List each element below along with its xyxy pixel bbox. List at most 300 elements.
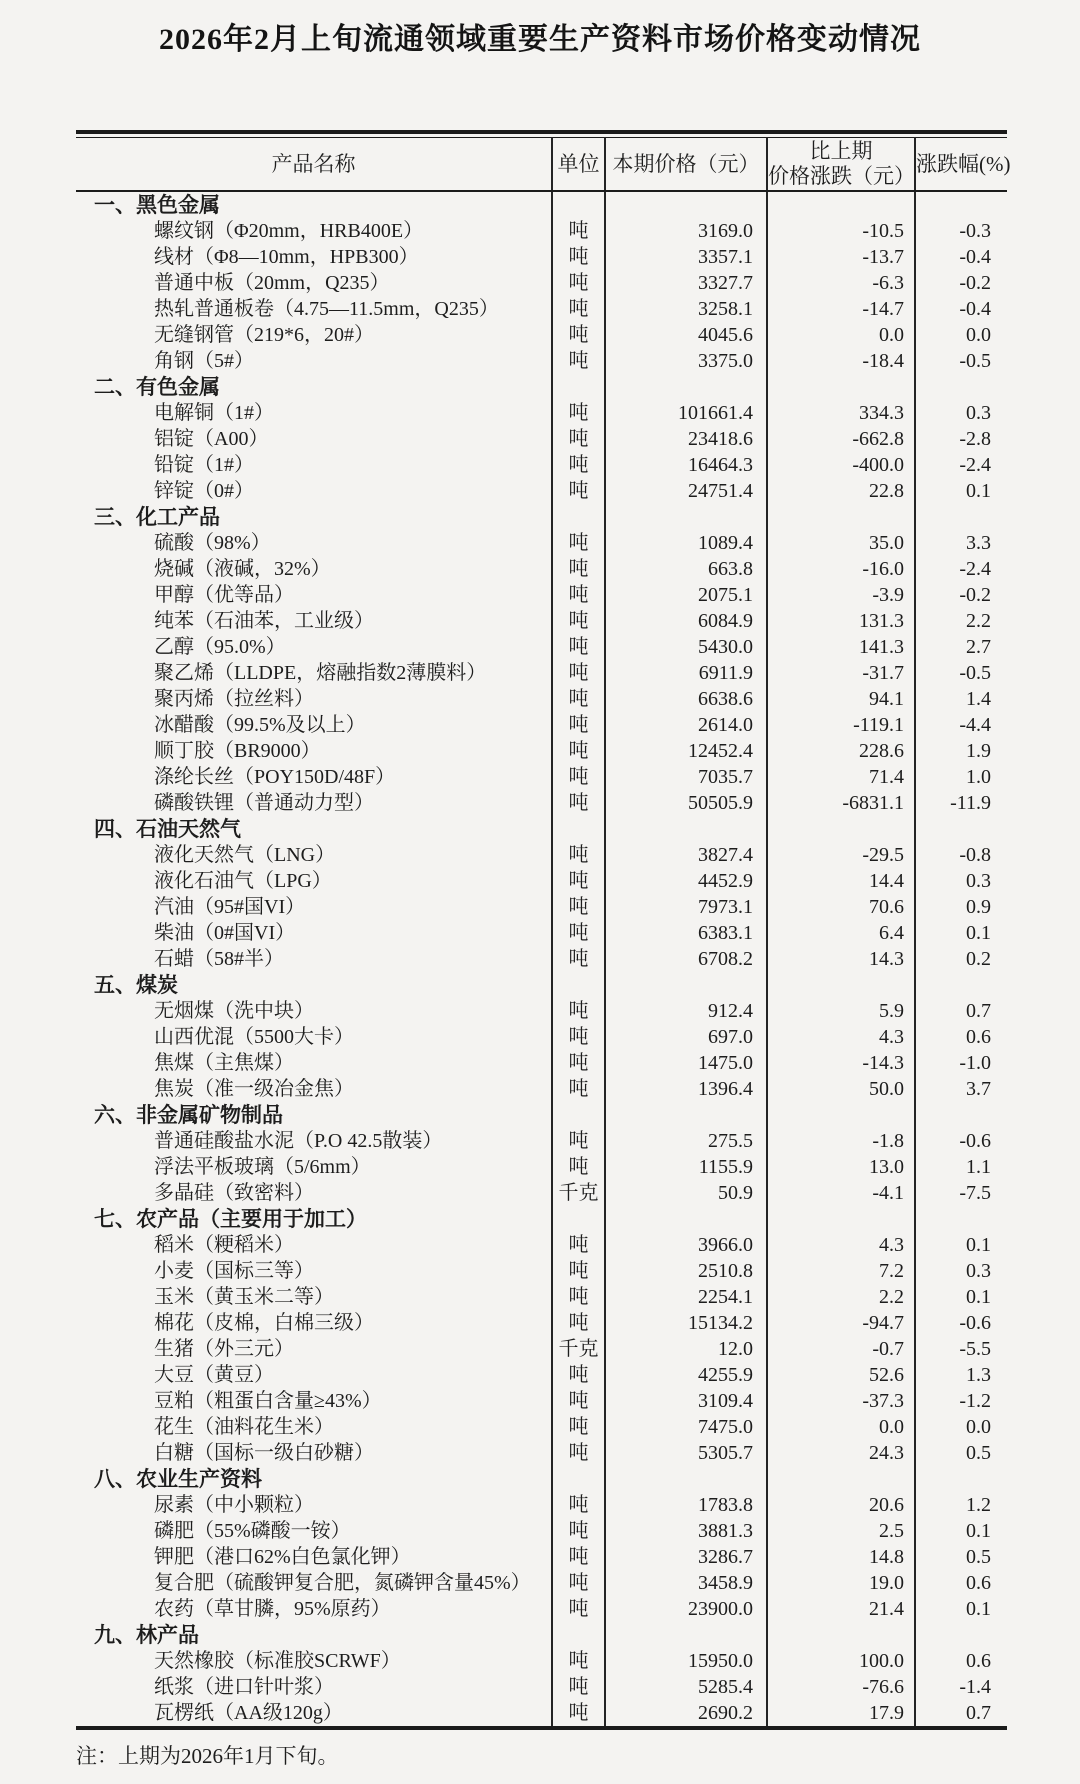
pct-cell: 0.6 [915,1648,1007,1674]
unit-cell: 吨 [552,634,605,660]
product-name-cell: 复合肥（硫酸钾复合肥，氮磷钾含量45%） [154,1572,531,1594]
unit-cell [552,972,605,998]
price-cell: 23900.0 [605,1596,767,1622]
change-cell [767,972,915,998]
product-name-cell: 甲醇（优等品） [154,584,294,606]
product-name-cell: 纯苯（石油苯，工业级） [154,610,374,632]
product-name-cell: 无缝钢管（219*6，20#） [154,324,374,346]
unit-cell: 吨 [552,1154,605,1180]
unit-cell: 吨 [552,582,605,608]
header-unit: 单位 [552,138,605,192]
section-row [76,1102,1007,1128]
product-name-cell: 铝锭（A00） [154,428,269,450]
product-row [76,634,1007,660]
product-name-cell: 玉米（黄玉米二等） [154,1286,334,1308]
product-row [76,1518,1007,1544]
price-cell: 663.8 [605,556,767,582]
price-cell [605,972,767,998]
product-name-cell: 顺丁胶（BR9000） [154,740,321,762]
pct-cell: 0.0 [915,1414,1007,1440]
pct-cell: -5.5 [915,1336,1007,1362]
pct-cell: 1.9 [915,738,1007,764]
pct-cell: 1.4 [915,686,1007,712]
price-cell: 5305.7 [605,1440,767,1466]
product-row [76,712,1007,738]
header-pct: 涨跌幅(%) [915,138,1007,192]
unit-cell: 吨 [552,1050,605,1076]
product-row [76,322,1007,348]
unit-cell [552,1466,605,1492]
unit-cell: 吨 [552,556,605,582]
product-name-cell: 液化石油气（LPG） [154,870,332,892]
change-cell [767,1102,915,1128]
pct-cell: 0.1 [915,1596,1007,1622]
product-name-cell: 磷肥（55%磷酸一铵） [154,1520,351,1542]
pct-cell: 0.3 [915,1258,1007,1284]
change-cell: -94.7 [767,1310,915,1336]
product-row [76,244,1007,270]
product-row [76,1674,1007,1700]
pct-cell [915,1622,1007,1648]
pct-cell: -7.5 [915,1180,1007,1206]
product-row [76,1570,1007,1596]
change-cell: 0.0 [767,322,915,348]
unit-cell: 千克 [552,1180,605,1206]
product-row [76,296,1007,322]
change-cell: -13.7 [767,244,915,270]
product-row [76,1232,1007,1258]
pct-cell: -2.4 [915,556,1007,582]
change-cell: -1.8 [767,1128,915,1154]
product-name-cell: 花生（油料花生米） [154,1416,334,1438]
price-cell: 275.5 [605,1128,767,1154]
price-cell: 697.0 [605,1024,767,1050]
change-cell: 71.4 [767,764,915,790]
change-cell: 17.9 [767,1700,915,1728]
pct-cell: -0.5 [915,660,1007,686]
change-cell: -76.6 [767,1674,915,1700]
unit-cell: 吨 [552,1648,605,1674]
product-name-cell: 钾肥（港口62%白色氯化钾） [154,1546,411,1568]
price-cell: 6638.6 [605,686,767,712]
header-price: 本期价格（元） [605,138,767,192]
product-row [76,1180,1007,1206]
unit-cell [552,1622,605,1648]
pct-cell: 2.2 [915,608,1007,634]
product-row [76,842,1007,868]
section-row [76,972,1007,998]
product-name-cell: 天然橡胶（标准胶SCRWF） [154,1650,401,1672]
pct-cell: -0.6 [915,1310,1007,1336]
product-row [76,1050,1007,1076]
pct-cell: -0.4 [915,244,1007,270]
product-row [76,426,1007,452]
product-name-cell: 锌锭（0#） [154,480,254,502]
change-cell: 5.9 [767,998,915,1024]
product-row [76,1284,1007,1310]
change-cell: 2.2 [767,1284,915,1310]
product-row [76,1258,1007,1284]
change-cell: 4.3 [767,1024,915,1050]
price-cell: 2075.1 [605,582,767,608]
product-row [76,556,1007,582]
pct-cell: 0.2 [915,946,1007,972]
price-cell: 1155.9 [605,1154,767,1180]
product-row [76,1154,1007,1180]
change-cell: 14.3 [767,946,915,972]
price-cell: 3375.0 [605,348,767,374]
product-row [76,868,1007,894]
pct-cell: -2.8 [915,426,1007,452]
price-cell: 7475.0 [605,1414,767,1440]
product-row [76,400,1007,426]
change-cell: 94.1 [767,686,915,712]
pct-cell: -0.2 [915,582,1007,608]
price-cell: 3827.4 [605,842,767,868]
product-row [76,790,1007,816]
section-row [76,374,1007,400]
price-cell [605,191,767,218]
product-row [76,1440,1007,1466]
unit-cell [552,1102,605,1128]
section-title: 三、化工产品 [94,505,220,529]
price-cell: 3327.7 [605,270,767,296]
unit-cell: 吨 [552,1362,605,1388]
section-title: 七、农产品（主要用于加工） [94,1207,367,1231]
price-cell: 1783.8 [605,1492,767,1518]
change-cell: -14.3 [767,1050,915,1076]
section-title: 八、农业生产资料 [94,1467,262,1491]
product-name-cell: 螺纹钢（Φ20mm，HRB400E） [154,220,424,242]
section-row [76,1206,1007,1232]
product-row [76,1700,1007,1728]
price-cell: 4045.6 [605,322,767,348]
pct-cell [915,1206,1007,1232]
product-row [76,894,1007,920]
price-cell: 6383.1 [605,920,767,946]
price-cell: 3109.4 [605,1388,767,1414]
product-name-cell: 山西优混（5500大卡） [154,1026,354,1048]
change-cell: 19.0 [767,1570,915,1596]
change-cell: 6.4 [767,920,915,946]
unit-cell: 吨 [552,1700,605,1728]
change-cell: -0.7 [767,1336,915,1362]
unit-cell: 吨 [552,1232,605,1258]
change-cell [767,191,915,218]
product-row [76,582,1007,608]
pct-cell: 3.3 [915,530,1007,556]
unit-cell: 吨 [552,1128,605,1154]
unit-cell: 吨 [552,764,605,790]
product-name-cell: 硫酸（98%） [154,532,271,554]
pct-cell: -0.8 [915,842,1007,868]
change-cell: 2.5 [767,1518,915,1544]
pct-cell: 1.3 [915,1362,1007,1388]
unit-cell: 吨 [552,1310,605,1336]
pct-cell: 0.1 [915,1518,1007,1544]
pct-cell: -11.9 [915,790,1007,816]
section-title: 二、有色金属 [94,375,220,399]
section-title: 一、黑色金属 [94,193,220,217]
change-cell: 131.3 [767,608,915,634]
price-cell: 2254.1 [605,1284,767,1310]
change-cell: 35.0 [767,530,915,556]
product-name-cell: 汽油（95#国VI） [154,896,306,918]
section-row [76,1622,1007,1648]
product-name-cell: 瓦楞纸（AA级120g） [154,1702,343,1724]
table-body [76,191,1007,1728]
unit-cell: 吨 [552,738,605,764]
price-cell: 7973.1 [605,894,767,920]
change-cell: 21.4 [767,1596,915,1622]
change-cell: -119.1 [767,712,915,738]
price-cell: 6708.2 [605,946,767,972]
product-name-cell: 液化天然气（LNG） [154,844,336,866]
change-cell [767,1206,915,1232]
pct-cell [915,1102,1007,1128]
pct-cell: 0.6 [915,1024,1007,1050]
unit-cell [552,191,605,218]
pct-cell: -0.3 [915,218,1007,244]
price-cell: 2690.2 [605,1700,767,1728]
product-name-cell: 豆粕（粗蛋白含量≥43%） [154,1390,382,1412]
product-name-cell: 农药（草甘膦，95%原药） [154,1598,391,1620]
price-cell: 15134.2 [605,1310,767,1336]
price-cell [605,1206,767,1232]
pct-cell: -0.6 [915,1128,1007,1154]
change-cell: 13.0 [767,1154,915,1180]
section-title: 四、石油天然气 [94,817,241,841]
unit-cell [552,816,605,842]
price-cell: 5285.4 [605,1674,767,1700]
unit-cell: 吨 [552,1024,605,1050]
unit-cell: 吨 [552,244,605,270]
product-name-cell: 焦煤（主焦煤） [154,1052,294,1074]
product-name-cell: 铅锭（1#） [154,454,254,476]
price-cell: 3966.0 [605,1232,767,1258]
product-name-cell: 尿素（中小颗粒） [154,1494,314,1516]
product-name-cell: 线材（Φ8—10mm，HPB300） [154,246,419,268]
section-row [76,1466,1007,1492]
product-name-cell: 石蜡（58#半） [154,948,284,970]
product-row [76,1336,1007,1362]
section-title: 六、非金属矿物制品 [94,1103,283,1127]
unit-cell: 吨 [552,686,605,712]
unit-cell: 吨 [552,1596,605,1622]
product-name-cell: 焦炭（准一级冶金焦） [154,1078,354,1100]
unit-cell: 吨 [552,270,605,296]
price-cell: 3286.7 [605,1544,767,1570]
product-name-cell: 乙醇（95.0%） [154,636,286,658]
change-cell: -4.1 [767,1180,915,1206]
price-cell [605,1622,767,1648]
change-cell: 50.0 [767,1076,915,1102]
pct-cell: 0.3 [915,868,1007,894]
page-title: 2026年2月上旬流通领域重要生产资料市场价格变动情况 [159,23,921,56]
price-cell: 2614.0 [605,712,767,738]
price-cell: 5430.0 [605,634,767,660]
product-name-cell: 热轧普通板卷（4.75—11.5mm，Q235） [154,298,499,320]
change-cell [767,1466,915,1492]
change-cell: 14.4 [767,868,915,894]
price-cell: 7035.7 [605,764,767,790]
price-cell: 6084.9 [605,608,767,634]
product-row [76,1362,1007,1388]
unit-cell: 吨 [552,920,605,946]
product-name-cell: 磷酸铁锂（普通动力型） [154,792,374,814]
product-name-cell: 纸浆（进口针叶浆） [154,1676,334,1698]
price-cell: 3458.9 [605,1570,767,1596]
product-row [76,764,1007,790]
unit-cell [552,1206,605,1232]
change-cell: 14.8 [767,1544,915,1570]
unit-cell: 吨 [552,1076,605,1102]
product-name-cell: 聚乙烯（LLDPE，熔融指数2薄膜料） [154,662,487,684]
pct-cell: -2.4 [915,452,1007,478]
product-row [76,530,1007,556]
unit-cell: 吨 [552,1258,605,1284]
product-name-cell: 棉花（皮棉，白棉三级） [154,1312,374,1334]
change-cell: -400.0 [767,452,915,478]
pct-cell: 3.7 [915,1076,1007,1102]
price-change-table [76,137,1011,1730]
pct-cell: 0.1 [915,1284,1007,1310]
product-name-cell: 聚丙烯（拉丝料） [154,688,314,710]
price-cell: 3258.1 [605,296,767,322]
unit-cell: 吨 [552,894,605,920]
unit-cell: 吨 [552,868,605,894]
product-row [76,998,1007,1024]
change-cell: 24.3 [767,1440,915,1466]
unit-cell: 吨 [552,452,605,478]
unit-cell [552,374,605,400]
product-row [76,608,1007,634]
product-row [76,738,1007,764]
unit-cell: 吨 [552,530,605,556]
unit-cell: 吨 [552,478,605,504]
pct-cell: -0.2 [915,270,1007,296]
section-title: 九、林产品 [94,1623,199,1647]
product-row [76,1310,1007,1336]
change-cell: 228.6 [767,738,915,764]
header-change-line1: 比上期 [809,139,873,163]
price-cell: 23418.6 [605,426,767,452]
pct-cell: 0.1 [915,920,1007,946]
price-table [76,130,1011,1730]
product-row [76,1648,1007,1674]
product-row [76,1128,1007,1154]
product-row [76,478,1007,504]
change-cell: -31.7 [767,660,915,686]
change-cell: 7.2 [767,1258,915,1284]
change-cell: -6.3 [767,270,915,296]
pct-cell: 0.1 [915,1232,1007,1258]
pct-cell: 0.3 [915,400,1007,426]
change-cell: -29.5 [767,842,915,868]
product-name-cell: 角钢（5#） [154,350,254,372]
change-cell: -14.7 [767,296,915,322]
pct-cell: -1.0 [915,1050,1007,1076]
product-row [76,920,1007,946]
unit-cell: 吨 [552,218,605,244]
change-cell: 334.3 [767,400,915,426]
price-cell: 12.0 [605,1336,767,1362]
change-cell [767,504,915,530]
price-cell [605,1466,767,1492]
unit-cell: 吨 [552,1388,605,1414]
product-row [76,218,1007,244]
header-change [767,138,915,192]
price-cell: 24751.4 [605,478,767,504]
change-cell: -6831.1 [767,790,915,816]
pct-cell: -1.4 [915,1674,1007,1700]
unit-cell: 吨 [552,608,605,634]
pct-cell: 0.6 [915,1570,1007,1596]
pct-cell: 1.1 [915,1154,1007,1180]
price-cell: 1089.4 [605,530,767,556]
product-name-cell: 浮法平板玻璃（5/6mm） [154,1156,371,1178]
change-cell [767,1622,915,1648]
change-cell: 70.6 [767,894,915,920]
product-name-cell: 烧碱（液碱，32%） [154,558,331,580]
section-title: 五、煤炭 [94,973,178,997]
unit-cell: 吨 [552,426,605,452]
product-name-cell: 普通中板（20mm，Q235） [154,272,390,294]
pct-cell: -0.5 [915,348,1007,374]
pct-cell: 0.5 [915,1440,1007,1466]
change-cell: -16.0 [767,556,915,582]
unit-cell: 吨 [552,660,605,686]
change-cell: -37.3 [767,1388,915,1414]
unit-cell: 吨 [552,1544,605,1570]
change-cell: 20.6 [767,1492,915,1518]
change-cell: -3.9 [767,582,915,608]
pct-cell: 0.1 [915,478,1007,504]
change-cell: 0.0 [767,1414,915,1440]
change-cell: -10.5 [767,218,915,244]
product-row [76,1388,1007,1414]
product-row [76,1544,1007,1570]
section-row [76,504,1007,530]
change-cell: -662.8 [767,426,915,452]
pct-cell: 1.2 [915,1492,1007,1518]
product-name-cell: 稻米（粳稻米） [154,1234,294,1256]
product-row [76,946,1007,972]
price-cell [605,374,767,400]
change-cell: 141.3 [767,634,915,660]
section-row [76,191,1007,218]
unit-cell: 吨 [552,1518,605,1544]
product-name-cell: 大豆（黄豆） [154,1364,274,1386]
unit-cell: 吨 [552,1674,605,1700]
pct-cell: 0.5 [915,1544,1007,1570]
product-row [76,270,1007,296]
price-cell: 12452.4 [605,738,767,764]
unit-cell: 吨 [552,998,605,1024]
unit-cell: 吨 [552,296,605,322]
unit-cell: 吨 [552,322,605,348]
price-cell: 6911.9 [605,660,767,686]
product-name-cell: 普通硅酸盐水泥（P.O 42.5散装） [154,1130,443,1152]
pct-cell [915,191,1007,218]
unit-cell: 吨 [552,842,605,868]
product-row [76,686,1007,712]
product-name-cell: 无烟煤（洗中块） [154,1000,314,1022]
unit-cell: 吨 [552,348,605,374]
unit-cell: 吨 [552,400,605,426]
product-row [76,1596,1007,1622]
pct-cell: 0.9 [915,894,1007,920]
